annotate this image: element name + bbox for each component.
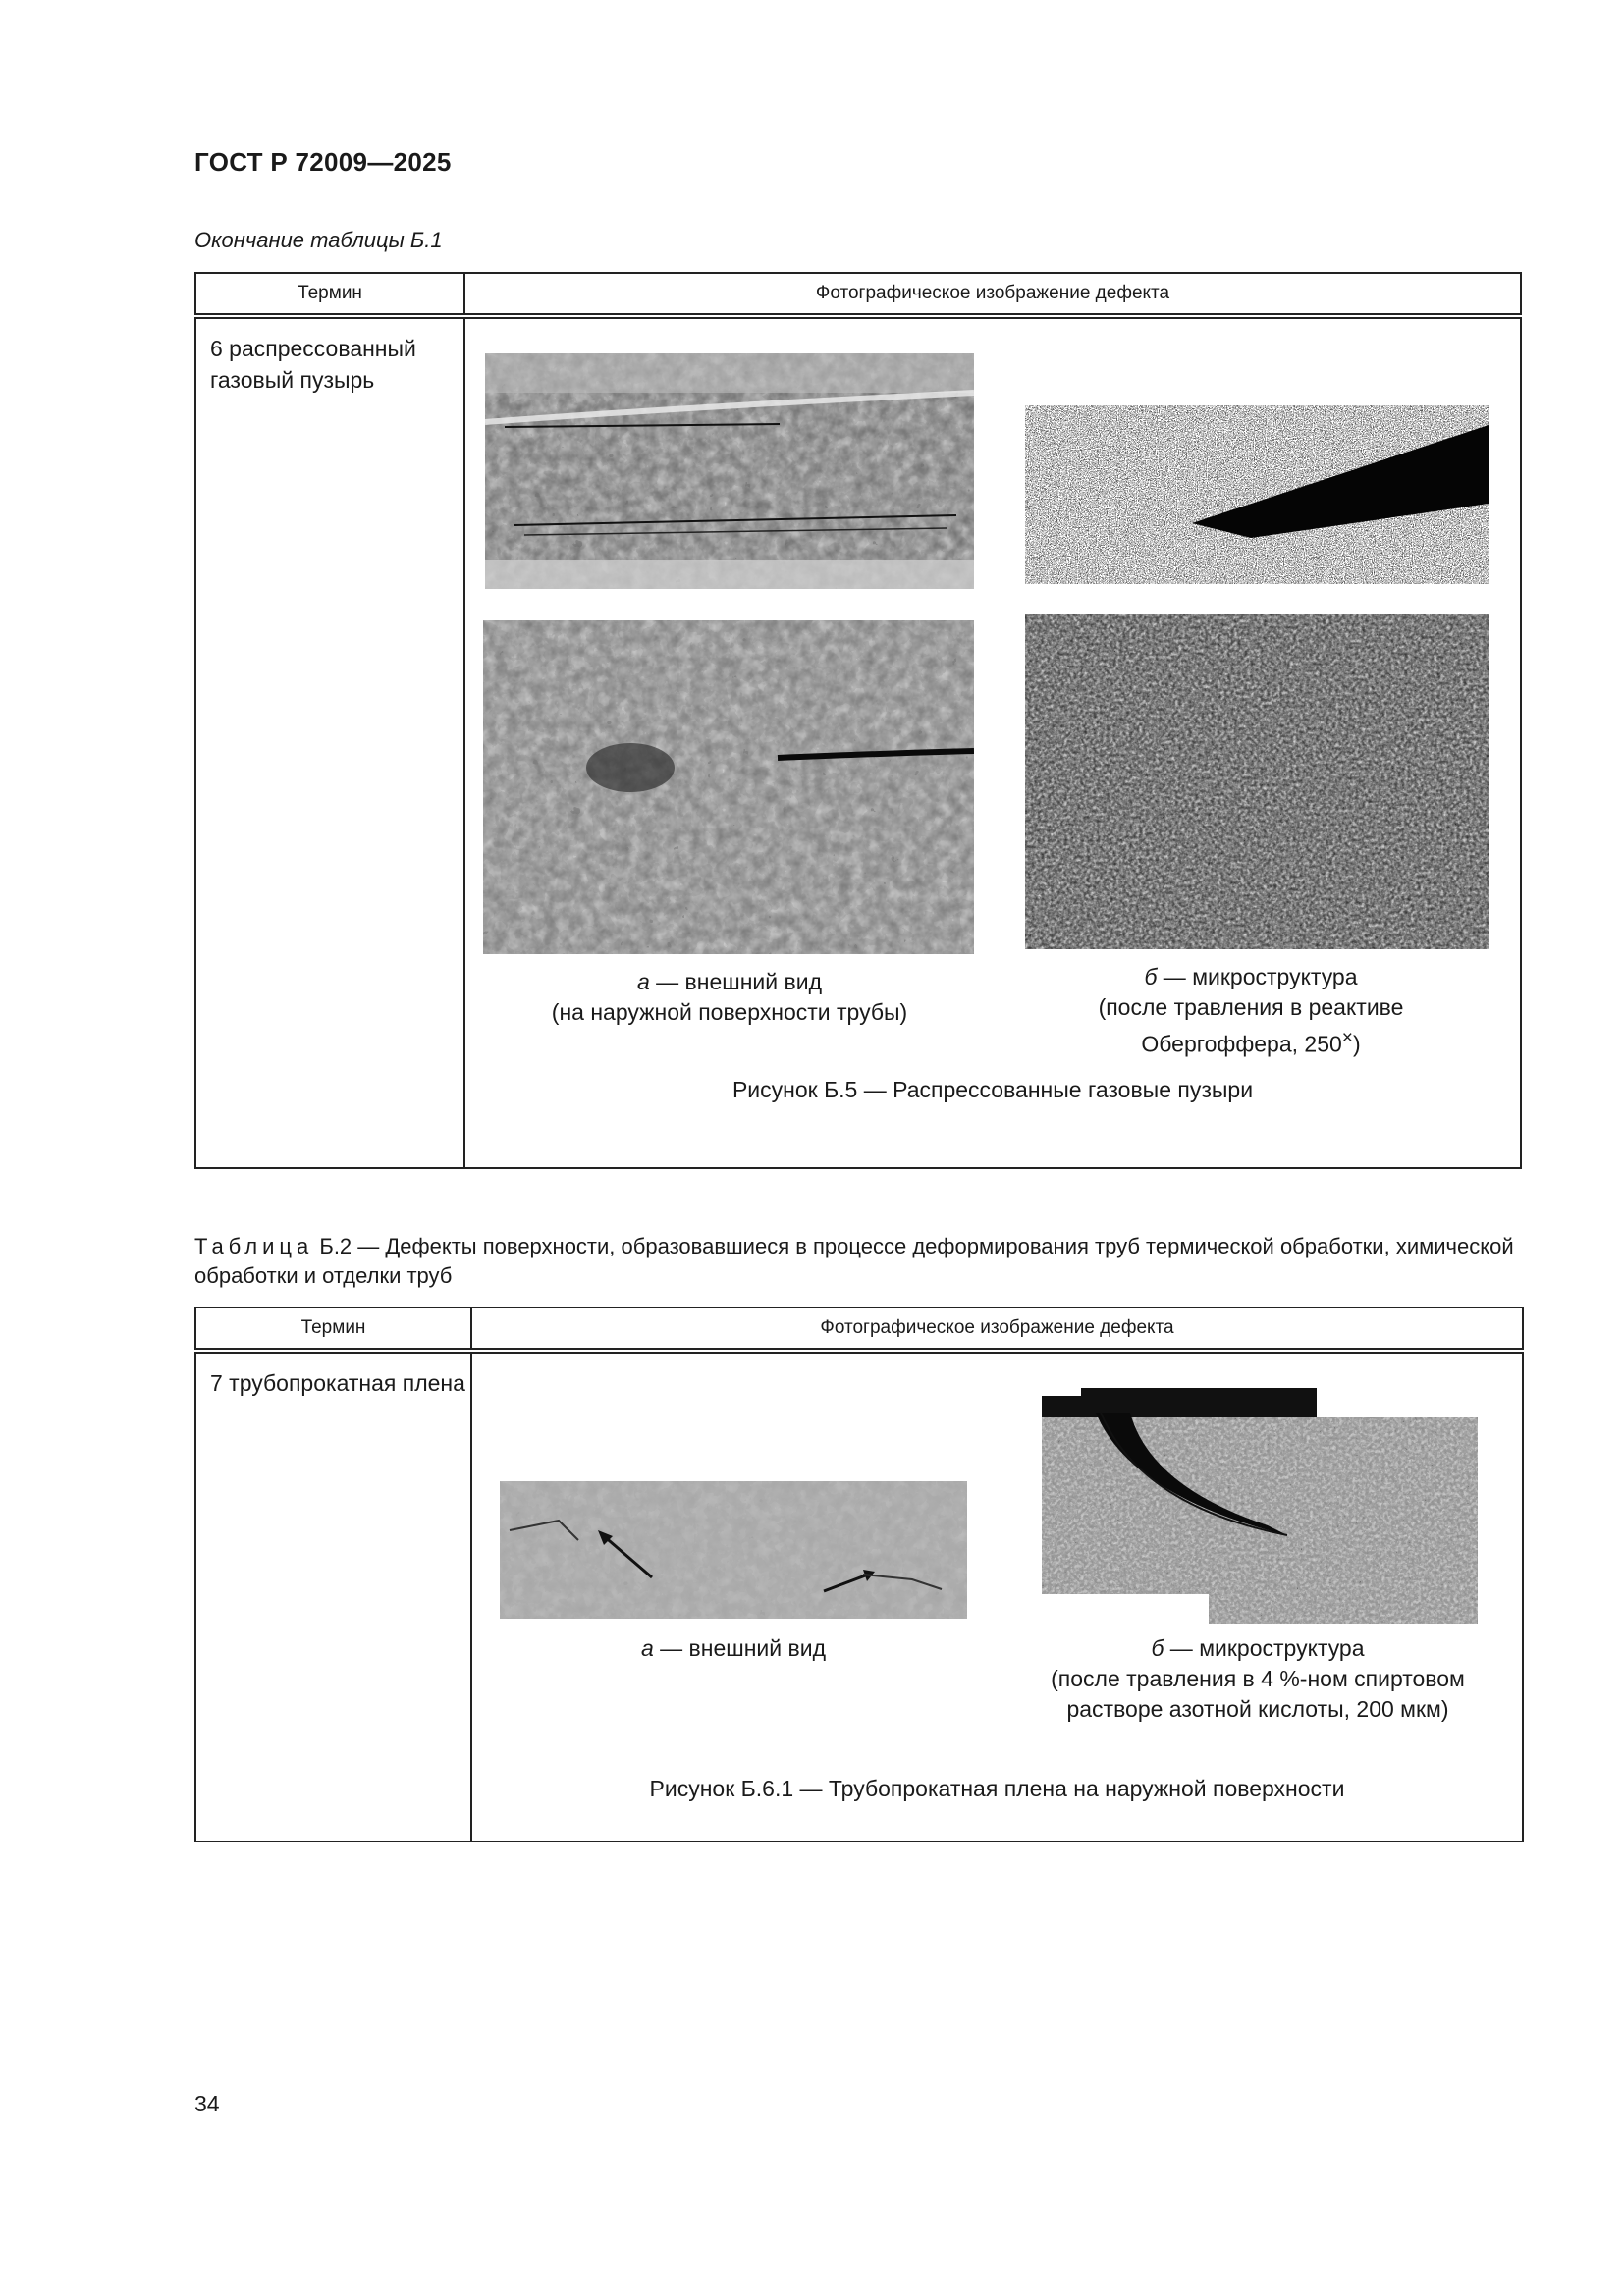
caption-a <box>500 1633 967 1664</box>
term-cell: 6 распрессованный газовый пузырь <box>195 316 464 1168</box>
caption-b-line2: (после травления в реактиве <box>1098 994 1404 1020</box>
caption-a-text: — внешний вид <box>653 1635 826 1661</box>
table-row <box>195 316 1521 1168</box>
column-header-term: Термин <box>195 273 464 316</box>
caption-a-letter: а <box>636 969 650 994</box>
photo-external-surface-a1 <box>485 353 974 589</box>
defects-table-b2 <box>194 1307 1524 1842</box>
caption-a-line2: (на наружной поверхности трубы) <box>551 999 908 1025</box>
table-continuation-caption: Окончание таблицы Б.1 <box>194 228 443 252</box>
photo-microstructure <box>1042 1388 1478 1624</box>
photo-microstructure-b1 <box>1025 405 1489 584</box>
caption-b-letter: б <box>1151 1635 1164 1661</box>
caption-b <box>1022 1633 1493 1725</box>
document-code: ГОСТ Р 72009—2025 <box>194 147 452 177</box>
caption-b-letter: б <box>1144 964 1158 989</box>
table-b2-caption <box>194 1232 1520 1291</box>
table-row <box>195 1351 1523 1842</box>
photo-microstructure-b2 <box>1025 614 1489 949</box>
figure-caption-b6-1: Рисунок Б.6.1 — Трубопрокатная плена на наружной поверхности <box>649 1776 1345 1801</box>
caption-b-line3: Обергоффера, 250 <box>1141 1031 1342 1057</box>
column-header-photo: Фотографическое изображение дефекта <box>471 1308 1523 1351</box>
photo-external-surface <box>500 1481 967 1619</box>
caption-b-line3: растворе азотной кислоты, 200 мкм) <box>1066 1696 1449 1722</box>
table-header-row <box>195 1308 1523 1351</box>
caption-b <box>1015 962 1487 1060</box>
caption-a-letter: а <box>640 1635 654 1661</box>
caption-a <box>485 967 974 1028</box>
column-header-term: Термин <box>195 1308 471 1351</box>
term-cell: 7 трубопрокатная плена <box>195 1351 471 1842</box>
caption-b-close: ) <box>1352 1031 1361 1057</box>
photo-external-surface-a2 <box>483 620 974 954</box>
caption-b-text: — микроструктура <box>1157 964 1358 989</box>
caption-b-sup: × <box>1341 1028 1353 1048</box>
table-b2-title: Б.2 — Дефекты поверхности, образовавшиеся в процессе деформирования труб термической обработки, химической обработки и отделки труб <box>194 1234 1514 1288</box>
page-number: 34 <box>194 2091 220 2116</box>
photo-cell <box>464 316 1521 1168</box>
photo-cell <box>471 1351 1523 1842</box>
defects-table-b1 <box>194 272 1522 1169</box>
table-header-row <box>195 273 1521 316</box>
caption-b-text: — микроструктура <box>1164 1635 1365 1661</box>
caption-a-text: — внешний вид <box>649 969 822 994</box>
caption-b-line2: (после травления в 4 %-ном спиртовом <box>1051 1666 1465 1691</box>
column-header-photo: Фотографическое изображение дефекта <box>464 273 1521 316</box>
table-b2-label: Таблица <box>194 1234 314 1258</box>
figure-caption-b5: Рисунок Б.5 — Распрессованные газовые пузыри <box>731 1077 1254 1102</box>
